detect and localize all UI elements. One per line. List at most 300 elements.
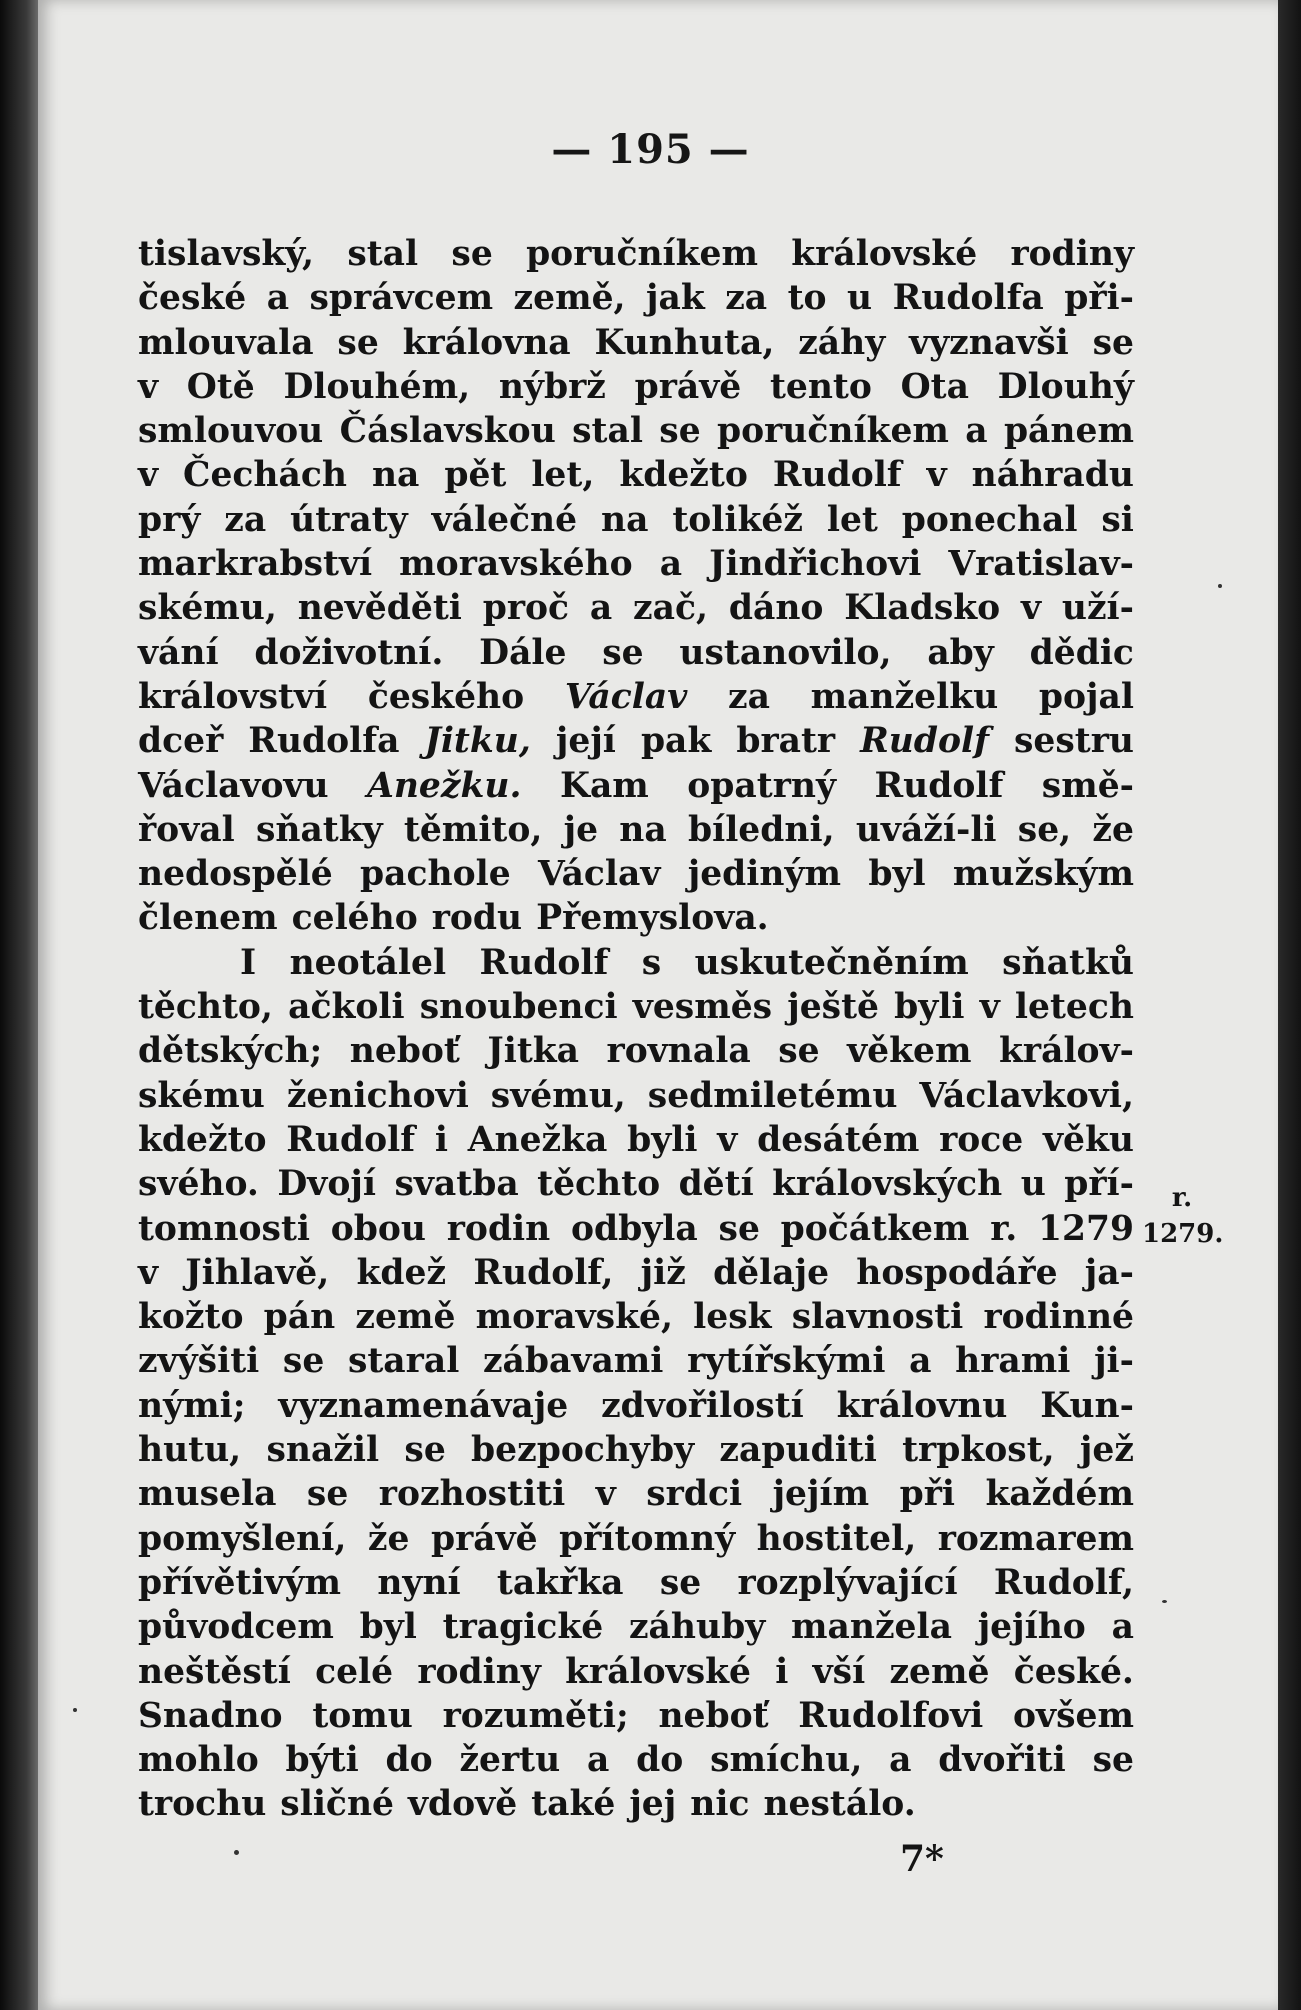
text-line xyxy=(138,941,1134,985)
word: trochu xyxy=(138,1784,267,1825)
word: Čáslavskou xyxy=(339,411,556,452)
word: přívětivým xyxy=(138,1562,342,1603)
word: proč xyxy=(482,588,570,629)
word: desátém xyxy=(757,1119,920,1160)
word: Vratislav- xyxy=(948,544,1134,585)
word: zvýšiti xyxy=(138,1341,260,1382)
text-line xyxy=(138,1029,1134,1073)
word: se xyxy=(718,1208,760,1249)
word: tento xyxy=(769,366,872,407)
text-line xyxy=(138,1605,1134,1649)
word: byli xyxy=(894,987,965,1028)
word: zdvořilostí xyxy=(601,1385,804,1426)
text-line xyxy=(138,1162,1134,1206)
text-line xyxy=(138,276,1134,320)
text-line xyxy=(138,1428,1134,1472)
word: to xyxy=(787,278,827,319)
word: také xyxy=(531,1784,616,1825)
italic-word: Rudolf xyxy=(860,721,989,762)
word: za xyxy=(224,499,267,540)
word: Václavkovi, xyxy=(919,1075,1134,1116)
word: nic xyxy=(690,1784,750,1825)
word: roce xyxy=(939,1119,1024,1160)
word: bratr xyxy=(736,721,836,762)
word: tomu xyxy=(312,1695,413,1736)
word: sličné xyxy=(280,1784,394,1825)
word: na xyxy=(371,455,420,496)
text-line xyxy=(138,985,1134,1029)
word: dáno xyxy=(728,588,824,629)
word: že xyxy=(367,1518,410,1559)
word: Kun- xyxy=(1040,1385,1134,1426)
word: se xyxy=(602,632,644,673)
text-line xyxy=(138,1517,1134,1561)
word: správcem xyxy=(309,278,494,319)
word: Rudolf xyxy=(286,1119,416,1160)
word: rodin xyxy=(446,1208,551,1249)
word: při- xyxy=(1064,278,1134,319)
word: země xyxy=(889,1651,990,1692)
word: kdežto xyxy=(138,1119,267,1160)
word: královských xyxy=(772,1164,1003,1205)
word: skému xyxy=(138,1075,265,1116)
word: býti xyxy=(285,1740,359,1781)
word: tolikéž xyxy=(672,499,803,540)
word: Kladsko xyxy=(844,588,1001,629)
word: Otě xyxy=(186,366,255,407)
italic-word: Jitku, xyxy=(424,721,531,762)
word: ovšem xyxy=(1013,1695,1134,1736)
word: a xyxy=(659,544,683,585)
word: do xyxy=(385,1740,433,1781)
word: byl xyxy=(868,854,926,895)
word: kožto xyxy=(138,1297,244,1338)
word: musela xyxy=(138,1474,277,1515)
word: náhradu xyxy=(971,455,1134,496)
word: dvořiti xyxy=(938,1740,1066,1781)
word: Rudolfa xyxy=(892,278,1044,319)
word: Dále xyxy=(479,632,567,673)
word: těmito, xyxy=(403,809,543,850)
word: ponechal xyxy=(901,499,1078,540)
word: slavnosti xyxy=(791,1297,964,1338)
word: celého xyxy=(291,898,418,939)
word: se xyxy=(659,411,701,452)
margin-note-year: 1279. xyxy=(1142,1219,1224,1249)
word: zač, xyxy=(633,588,709,629)
word: odbyla xyxy=(571,1208,698,1249)
word: země, xyxy=(513,278,626,319)
word: neotálel xyxy=(289,942,447,983)
word: řoval xyxy=(138,809,235,850)
word: že xyxy=(1092,809,1134,850)
word: rozhostiti xyxy=(378,1474,566,1515)
word: se xyxy=(778,1031,820,1072)
word: počátkem xyxy=(780,1208,970,1249)
word: tomnosti xyxy=(138,1208,311,1249)
word: neboť xyxy=(658,1695,769,1736)
word: trpkost, xyxy=(902,1430,1055,1471)
word: království xyxy=(138,676,328,717)
word: smíchu, xyxy=(710,1740,863,1781)
text-line xyxy=(138,719,1134,763)
word: vyznavši xyxy=(909,322,1069,363)
word: let xyxy=(826,499,878,540)
word: vesměs xyxy=(632,987,773,1028)
word: Dlouhý xyxy=(997,366,1134,407)
word: snažil xyxy=(266,1430,380,1471)
word: mohlo xyxy=(138,1740,259,1781)
word: pán xyxy=(263,1297,336,1338)
word: v xyxy=(138,455,159,496)
signature-mark: 7* xyxy=(900,1838,944,1880)
text-line xyxy=(138,852,1134,896)
word: a xyxy=(965,411,988,452)
word: v xyxy=(979,987,1000,1028)
word: jež xyxy=(1079,1430,1134,1471)
word: rozuměti; xyxy=(442,1695,629,1736)
word: markrabství xyxy=(138,544,373,585)
word: Dlouhém, xyxy=(283,366,471,407)
word: vdově xyxy=(407,1784,518,1825)
word: Václav xyxy=(537,854,661,895)
word: kdežto xyxy=(619,455,748,496)
italic-word: Václav xyxy=(564,676,688,717)
text-line xyxy=(138,1738,1134,1782)
text-line xyxy=(138,1694,1134,1738)
text-line xyxy=(138,542,1134,586)
word: ačkoli xyxy=(288,987,405,1028)
word: bíledni, xyxy=(687,809,835,850)
word: neboť xyxy=(349,1031,460,1072)
word: byl xyxy=(359,1607,417,1648)
text-line xyxy=(138,498,1134,542)
text-line xyxy=(138,1207,1134,1251)
word: královské xyxy=(565,1651,752,1692)
word: Kunhuta, xyxy=(594,322,775,363)
word: původcem xyxy=(138,1607,334,1648)
word: byli xyxy=(627,1119,698,1160)
word: svého. xyxy=(138,1164,259,1205)
word: záhuby xyxy=(628,1607,766,1648)
text-line xyxy=(138,453,1134,497)
word: se xyxy=(282,1341,325,1382)
text-line xyxy=(138,321,1134,365)
word: i xyxy=(434,1119,448,1160)
word: Přemyslova. xyxy=(536,898,769,939)
word: vání xyxy=(138,632,219,673)
word: ji- xyxy=(1094,1341,1134,1382)
word: pojal xyxy=(1038,676,1134,717)
word: celé xyxy=(315,1651,394,1692)
word: Rudolf, xyxy=(473,1252,614,1293)
word: rovnala xyxy=(606,1031,751,1072)
word: stal xyxy=(347,234,419,274)
text-line xyxy=(138,1251,1134,1295)
margin-note-label: r. xyxy=(1171,1183,1193,1213)
word: sňatky xyxy=(255,809,383,850)
text-line xyxy=(138,1650,1134,1694)
word: ustanovilo, xyxy=(679,632,892,673)
word: zapuditi xyxy=(719,1430,877,1471)
word: vyznamenávaje xyxy=(278,1385,569,1426)
word: skému, xyxy=(138,588,277,629)
word: nedospělé xyxy=(138,854,333,895)
word: doživotní. xyxy=(254,632,444,673)
word: dětí xyxy=(678,1164,754,1205)
word: každém xyxy=(985,1474,1134,1515)
word: dětských; xyxy=(138,1031,323,1072)
word: a xyxy=(889,1740,912,1781)
text-line xyxy=(138,1295,1134,1339)
word: moravské, xyxy=(475,1297,673,1338)
word: jediným xyxy=(687,854,842,895)
text-line xyxy=(138,631,1134,675)
word: kdež xyxy=(356,1252,447,1293)
word: české xyxy=(138,278,247,319)
word: a xyxy=(909,1341,932,1382)
word: uváží-li xyxy=(855,809,997,850)
text-line xyxy=(138,808,1134,852)
word: nými; xyxy=(138,1385,246,1426)
word: a xyxy=(1111,1607,1134,1648)
word: pět xyxy=(444,455,507,496)
word: aby xyxy=(927,632,994,673)
word: 1279 xyxy=(1037,1208,1134,1249)
word: jejím xyxy=(772,1474,870,1515)
word: r. xyxy=(990,1208,1018,1249)
word: pánem xyxy=(1003,411,1134,452)
word: útraty xyxy=(290,499,408,540)
word: královna xyxy=(402,322,571,363)
word: v xyxy=(595,1474,616,1515)
word: válečné xyxy=(431,499,578,540)
word: moravského xyxy=(399,544,633,585)
word: se xyxy=(404,1430,446,1471)
word: rodiny xyxy=(417,1651,541,1692)
word: jak xyxy=(646,278,705,319)
word: ještě xyxy=(787,987,879,1028)
text-line xyxy=(138,1118,1134,1162)
word: těchto, xyxy=(138,987,273,1028)
word: rodiny xyxy=(1010,234,1134,274)
word: rozmarem xyxy=(937,1518,1134,1559)
text-line xyxy=(138,675,1134,719)
word: poručníkem xyxy=(526,234,759,274)
word: rytířskými xyxy=(687,1341,886,1382)
word: na xyxy=(600,499,649,540)
word: v xyxy=(1021,588,1042,629)
word: nevěděti xyxy=(297,588,462,629)
word: její xyxy=(555,721,616,762)
word: I xyxy=(240,942,257,983)
word: Snadno xyxy=(138,1695,283,1736)
word: Rudolf xyxy=(772,455,902,496)
word: snoubenci xyxy=(419,987,618,1028)
text-line xyxy=(138,1561,1134,1605)
word: uskutečněním xyxy=(694,942,969,983)
word: se xyxy=(451,234,493,274)
word: poručníkem xyxy=(716,411,949,452)
word: a xyxy=(589,588,613,629)
word: pachole xyxy=(360,854,511,895)
word: smě- xyxy=(1041,765,1134,806)
word: manžela xyxy=(791,1607,952,1648)
text-line xyxy=(138,409,1134,453)
text-line xyxy=(138,764,1134,808)
word: nýbrž xyxy=(498,366,606,407)
word: hostitel, xyxy=(756,1518,917,1559)
word: Čechách xyxy=(183,455,347,496)
word: hrami xyxy=(955,1341,1071,1382)
word: ženichovi xyxy=(286,1075,469,1116)
word: vší xyxy=(812,1651,866,1692)
word: tislavský, xyxy=(138,234,315,274)
word: mlouvala xyxy=(138,322,314,363)
word: mužským xyxy=(952,854,1134,895)
word: Rudolf, xyxy=(993,1562,1134,1603)
book-left-edge xyxy=(0,0,38,2010)
word: se xyxy=(1092,1740,1134,1781)
word: právě xyxy=(634,366,742,407)
page-number: — 195 — xyxy=(551,126,750,173)
word: se xyxy=(1092,322,1134,363)
word: Rudolf xyxy=(479,942,609,983)
word: pak xyxy=(640,721,712,762)
word: letech xyxy=(1014,987,1134,1028)
word: Jihlavě, xyxy=(185,1252,330,1293)
word: u xyxy=(1020,1164,1046,1205)
word: věkem xyxy=(847,1031,972,1072)
word: královnu xyxy=(836,1385,1008,1426)
text-line xyxy=(138,586,1134,630)
word: dědic xyxy=(1029,632,1134,673)
word: sestru xyxy=(1014,721,1134,762)
word: se, xyxy=(1017,809,1072,850)
word: věku xyxy=(1042,1119,1134,1160)
word: Václavovu xyxy=(138,765,329,806)
word: svatba xyxy=(394,1164,519,1205)
word: obou xyxy=(330,1208,426,1249)
word: záhy xyxy=(798,322,886,363)
word: srdci xyxy=(646,1474,743,1515)
word: s xyxy=(641,942,662,983)
word: svému, xyxy=(490,1075,626,1116)
word: dceř xyxy=(138,721,224,762)
word: jej xyxy=(629,1784,677,1825)
word: právě xyxy=(430,1518,538,1559)
word: zábavami xyxy=(482,1341,664,1382)
word: tragické xyxy=(442,1607,604,1648)
word: i xyxy=(775,1651,789,1692)
word: sňatků xyxy=(1002,942,1134,983)
word: pří- xyxy=(1064,1164,1134,1205)
text-line xyxy=(138,896,1134,940)
book-right-edge xyxy=(1278,0,1301,2010)
text-line xyxy=(138,1074,1134,1118)
word: rodinné xyxy=(983,1297,1134,1338)
word: české. xyxy=(1013,1651,1134,1692)
word: královské xyxy=(791,234,978,274)
print-speck xyxy=(73,1708,77,1712)
italic-word: Anežku. xyxy=(367,765,522,806)
print-speck xyxy=(234,1850,239,1855)
word: manželku xyxy=(810,676,999,717)
word: v xyxy=(926,455,947,496)
word: je xyxy=(563,809,599,850)
word: staral xyxy=(347,1341,460,1382)
word: žertu xyxy=(459,1740,561,1781)
word: Rudolf xyxy=(874,765,1004,806)
word: na xyxy=(619,809,667,850)
word: Dvojí xyxy=(277,1164,376,1205)
word: let, xyxy=(531,455,595,496)
word: jejího xyxy=(977,1607,1086,1648)
word: stal xyxy=(572,411,643,452)
text-line xyxy=(138,1339,1134,1383)
word: prý xyxy=(138,499,201,540)
word: dělaje xyxy=(713,1252,830,1293)
word: Anežka xyxy=(467,1119,608,1160)
word: Ota xyxy=(900,366,969,407)
word: při xyxy=(899,1474,956,1515)
text-line xyxy=(138,1782,1134,1826)
word: členem xyxy=(138,898,278,939)
print-speck xyxy=(1162,1600,1167,1603)
text-line xyxy=(138,232,1134,276)
word: do xyxy=(636,1740,684,1781)
word: rozplývající xyxy=(737,1562,958,1603)
word: nestálo. xyxy=(763,1784,916,1825)
word: za xyxy=(727,676,770,717)
word: u xyxy=(847,278,873,319)
word: a xyxy=(266,278,290,319)
word: v xyxy=(138,366,159,407)
word: těchto xyxy=(537,1164,661,1205)
word: opatrný xyxy=(687,765,837,806)
word: přítomný xyxy=(559,1518,736,1559)
word: nyní xyxy=(377,1562,461,1603)
word: již xyxy=(640,1252,686,1293)
word: bezpochyby xyxy=(471,1430,695,1471)
word: Rudolfa xyxy=(248,721,400,762)
word: rodu xyxy=(431,898,523,939)
word: hutu, xyxy=(138,1430,242,1471)
word: uží- xyxy=(1061,588,1134,629)
word: smlouvou xyxy=(138,411,324,452)
word: se xyxy=(659,1562,702,1603)
word: Jitka xyxy=(487,1031,580,1072)
word: pomyšlení, xyxy=(138,1518,347,1559)
word: se xyxy=(337,322,379,363)
word: si xyxy=(1101,499,1134,540)
word: Rudolfovi xyxy=(798,1695,984,1736)
word: Jindřichovi xyxy=(709,544,922,585)
word: a xyxy=(587,1740,610,1781)
word: hospodáře xyxy=(856,1252,1058,1293)
word: sedmiletému xyxy=(647,1075,898,1116)
word: v xyxy=(138,1252,159,1293)
text-line xyxy=(138,1472,1134,1516)
print-speck xyxy=(1218,584,1222,588)
word: neštěstí xyxy=(138,1651,291,1692)
word: takřka xyxy=(496,1562,624,1603)
word: se xyxy=(306,1474,349,1515)
word: v xyxy=(717,1119,738,1160)
word: lesk xyxy=(693,1297,772,1338)
word: země xyxy=(355,1297,456,1338)
word: českého xyxy=(367,676,525,717)
